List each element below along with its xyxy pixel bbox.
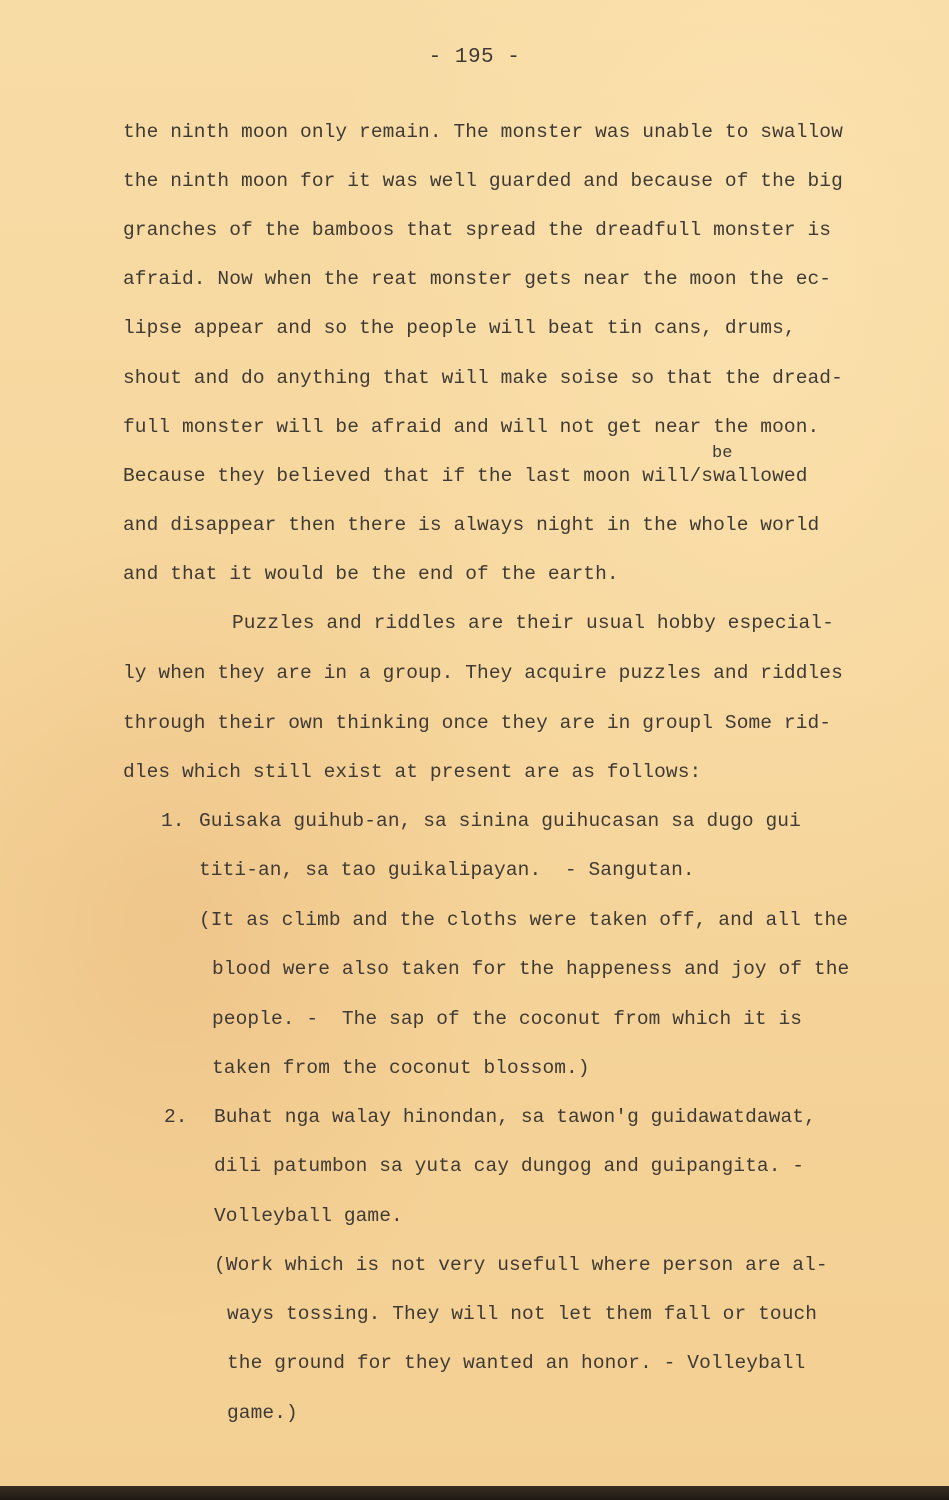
page-bottom-edge — [0, 1486, 949, 1500]
text-line: full monster will be afraid and will not get near the moon. — [123, 416, 820, 438]
text-line: the ninth moon for it was well guarded and because of the big — [123, 170, 843, 192]
riddle-translation-line: (It as climb and the cloths were taken off, and all the — [199, 909, 849, 931]
riddle-native-line: Volleyball game. — [214, 1205, 403, 1227]
riddle-number: 2. — [164, 1106, 188, 1128]
page-number: - 195 - — [428, 46, 521, 69]
riddle-translation-line: game.) — [227, 1402, 298, 1424]
text-line: Because they believed that if the last moon will/swallowed — [123, 465, 808, 487]
riddle-translation-line: (Work which is not very usefull where person are al- — [214, 1254, 828, 1276]
riddle-translation-line: blood were also taken for the happeness and joy of the — [212, 958, 850, 980]
riddle-translation-line: ways tossing. They will not let them fall or touch — [227, 1303, 818, 1325]
text-line: through their own thinking once they are in groupl Some rid- — [123, 712, 832, 734]
text-line: shout and do anything that will make soise so that the dread- — [123, 367, 843, 389]
riddle-native-line: Guisaka guihub-an, sa sinina guihucasan sa dugo gui — [199, 810, 801, 832]
text-line: ly when they are in a group. They acquire puzzles and riddles — [123, 662, 843, 684]
insertion-mark: be — [712, 444, 733, 463]
text-line: lipse appear and so the people will beat tin cans, drums, — [123, 317, 796, 339]
text-line: dles which still exist at present are as follows: — [123, 761, 702, 783]
text-line: the ninth moon only remain. The monster was unable to swallow — [123, 121, 843, 143]
text-line: and disappear then there is always night in the whole world — [123, 514, 820, 536]
riddle-native-line: titi-an, sa tao guikalipayan. - Sangutan. — [199, 859, 695, 881]
riddle-native-line: dili patumbon sa yuta cay dungog and guipangita. - — [214, 1155, 805, 1177]
riddle-translation-line: people. - The sap of the coconut from which it is — [212, 1008, 803, 1030]
text-line: and that it would be the end of the earth. — [123, 563, 619, 585]
text-line: afraid. Now when the reat monster gets near the moon the ec- — [123, 268, 832, 290]
text-line: granches of the bamboos that spread the dreadfull monster is — [123, 219, 832, 241]
riddle-translation-line: the ground for they wanted an honor. - Volleyball — [227, 1352, 806, 1374]
riddle-native-line: Buhat nga walay hinondan, sa tawon'g guidawatdawat, — [214, 1106, 816, 1128]
text-line: Puzzles and riddles are their usual hobby especial- — [232, 612, 834, 634]
riddle-number: 1. — [161, 810, 185, 832]
riddle-translation-line: taken from the coconut blossom.) — [212, 1057, 590, 1079]
